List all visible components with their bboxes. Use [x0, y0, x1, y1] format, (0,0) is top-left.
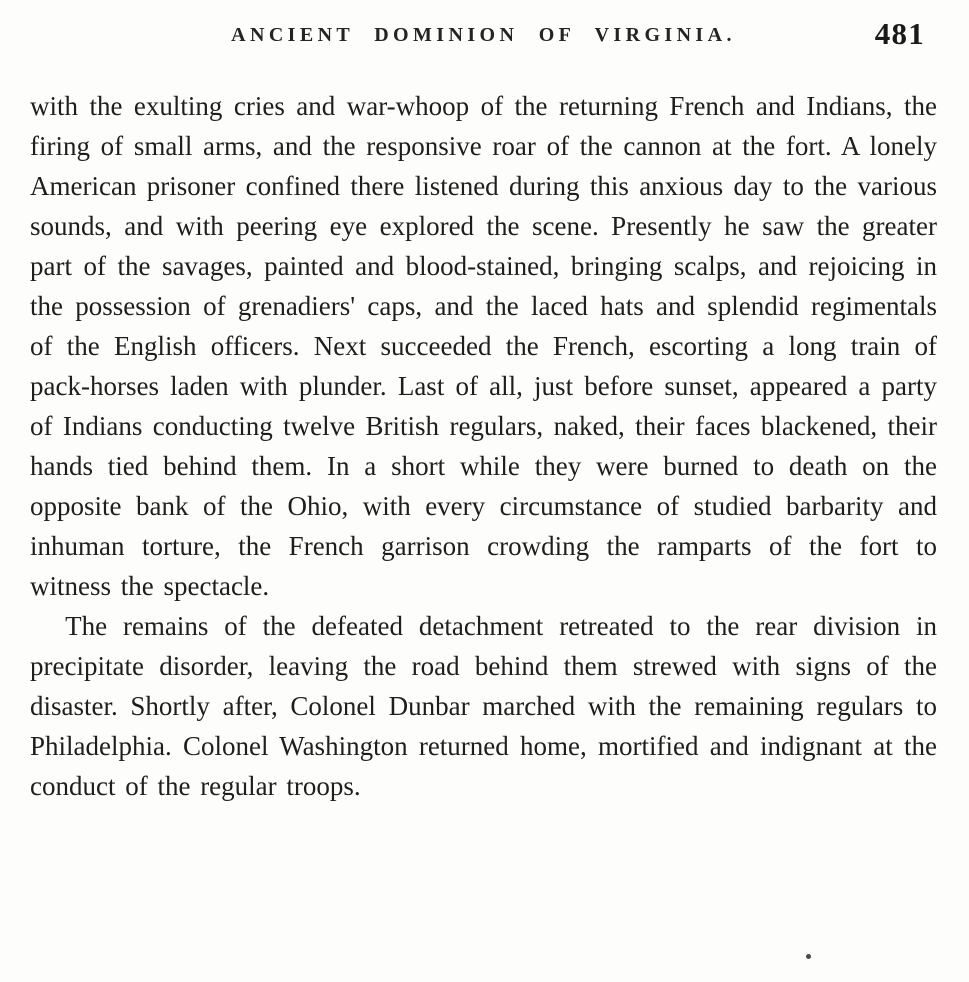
paragraph-continuation: with the exulting cries and war-whoop of the returning French and Indians, the firing of small arms, and the responsive roar of the cannon at the fort. A lonely American prisoner confined there listened during this anxious day to the various sounds, and with peering eye explored the scene. Presently he saw the greater part of the savages, painted and blood-stained, bringing scalps, and rejoicing in the possession of grenadiers' caps, and the laced hats and splendid regimentals of the English officers. Next succeeded the French, escorting a long train of pack-horses laden with plunder. Last of all, just before sunset, appeared a party of Indians conducting twelve British regulars, naked, their faces blackened, their hands tied behind them. In a short while they were burned to death on the opposite bank of the Ohio, with every circumstance of studied barbarity and inhuman torture, the French garrison crowding the ramparts of the fort to witness the spectacle. — [30, 91, 937, 601]
paragraph: The remains of the defeated detachment retreated to the rear division in precipitate disorder, leaving the road behind them strewed with signs of the disaster. Shortly after, Colonel Dunbar marched with the remaining regulars to Philadelphia. Colonel Washington returned home, mortified and indignant at the conduct of the regular troops. — [30, 611, 937, 801]
page-body — [30, 86, 937, 806]
page-header — [30, 18, 937, 60]
page-number: 481 — [874, 16, 925, 51]
ink-speck — [806, 954, 811, 959]
running-title: ANCIENT DOMINION OF VIRGINIA. — [231, 24, 736, 46]
